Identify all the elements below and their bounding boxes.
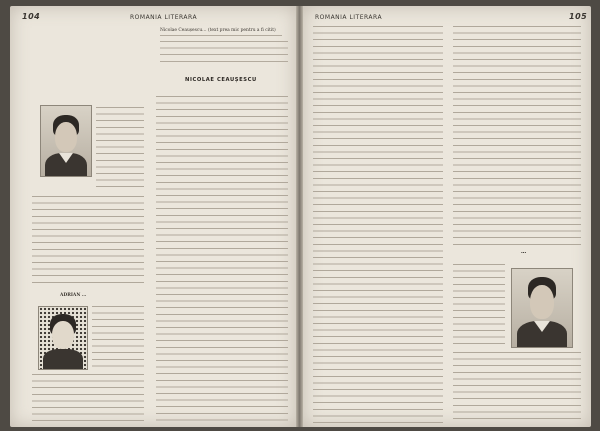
page-number-left: 104 bbox=[22, 12, 41, 21]
book-gutter bbox=[296, 6, 303, 427]
page-number-right: 105 bbox=[569, 12, 588, 21]
portrait-photo-top-left bbox=[40, 105, 92, 177]
col1-text-mid bbox=[32, 196, 144, 288]
portrait-photo-bottom-left bbox=[38, 306, 88, 370]
col2-text-bottom bbox=[453, 352, 581, 424]
col2-text-right-page-top bbox=[453, 26, 581, 248]
col1-caption: ADRIAN … bbox=[60, 293, 87, 298]
col2-signature: … bbox=[521, 249, 527, 255]
intro-text: Nicolae Ceaușescu… (text prea mic pentru a fi citit) bbox=[160, 28, 288, 67]
left-page bbox=[10, 6, 296, 427]
col2-text-beside-photo bbox=[453, 264, 505, 346]
running-head-left: ROMANIA LITERARA bbox=[130, 14, 198, 21]
col1-text-bottom bbox=[32, 374, 144, 424]
col2-text-left-page bbox=[156, 96, 288, 426]
running-head-right: ROMANIA LITERARA bbox=[315, 14, 383, 21]
intro-signature: NICOLAE CEAUȘESCU bbox=[185, 77, 257, 83]
col1-text-beside-photo bbox=[96, 107, 144, 193]
portrait-photo-bottom-right bbox=[511, 268, 573, 348]
col1-text-beside-bottom-photo bbox=[92, 306, 144, 372]
col1-text-right-page bbox=[313, 26, 443, 426]
right-page bbox=[303, 6, 591, 427]
